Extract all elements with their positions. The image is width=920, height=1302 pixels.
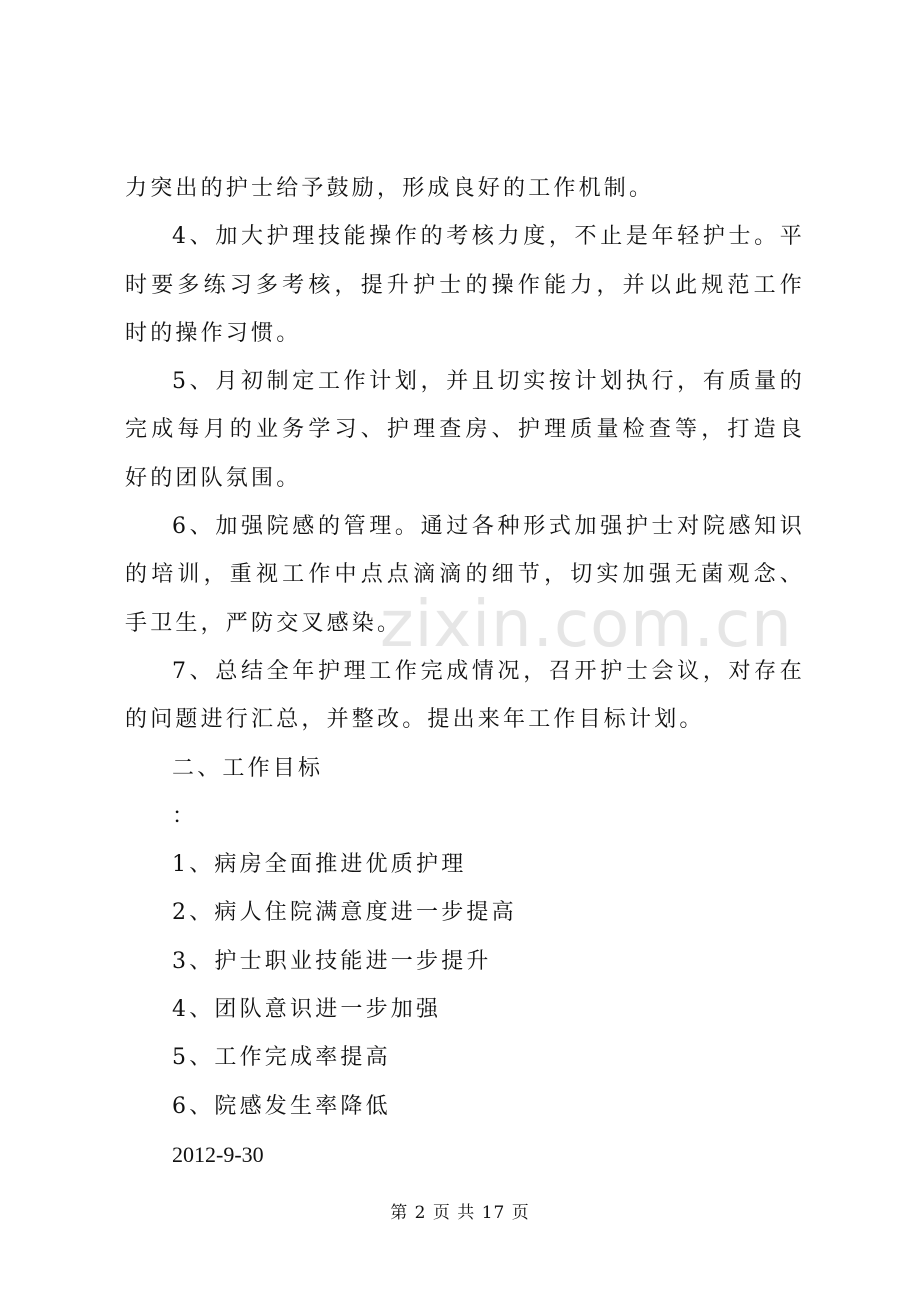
goal-item: 1、病房全面推进优质护理	[172, 852, 467, 878]
goal-item: 3、护士职业技能进一步提升	[172, 948, 492, 974]
goal-item: 2、病人住院满意度进一步提高	[172, 900, 517, 926]
paragraph-item-7: 7、总结全年护理工作完成情况，召开护士会议，对存在的问题进行汇总，并整改。提出来年工作目标计划。	[125, 658, 805, 733]
goal-item: 6、院感发生率降低	[172, 1093, 391, 1119]
section-heading-goals: 二、工作目标	[172, 755, 324, 781]
paragraph-item-6: 6、加强院感的管理。通过各种形式加强护士对院感知识的培训，重视工作中点点滴滴的细节，切实加强无菌观念、手卫生，严防交叉感染。	[125, 514, 805, 636]
goals-colon: ：	[172, 803, 198, 829]
watermark: zixin.com.cn	[380, 588, 793, 662]
paragraph-item-4: 4、加大护理技能操作的考核力度，不止是年轻护士。平时要多练习多考核，提升护士的操作能力，并以此规范工作时的操作习惯。	[125, 224, 805, 346]
paragraph-continuation: 力突出的护士给予鼓励，形成良好的工作机制。	[125, 176, 655, 201]
document-date: 2012-9-30	[172, 1141, 264, 1167]
document-body	[125, 165, 805, 1179]
page-footer: 第 2 页 共 17 页	[390, 1203, 530, 1223]
paragraph-item-5: 5、月初制定工作计划，并且切实按计划执行，有质量的完成每月的业务学习、护理查房、护理质量检查等，打造良好的团队氛围。	[125, 369, 805, 491]
goal-item: 5、工作完成率提高	[172, 1045, 391, 1071]
goal-item: 4、团队意识进一步加强	[172, 997, 442, 1023]
